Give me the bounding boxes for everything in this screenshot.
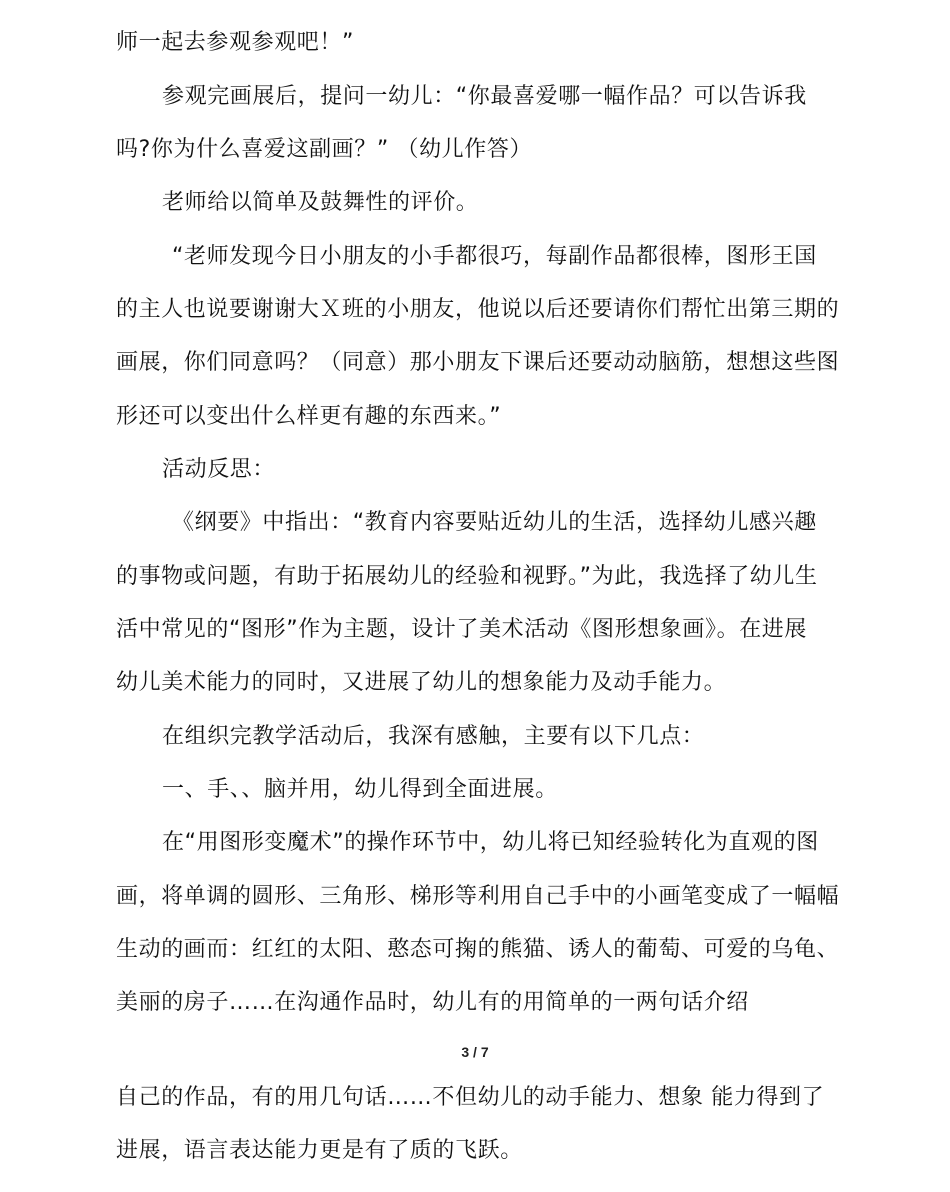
text-line: 的主人也说要谢谢大Ｘ班的小朋友，他说以后还要请你们帮忙出第三期的 — [116, 297, 840, 322]
text-line: 吗?你为什么喜爱这副画？” （幼儿作答） — [116, 137, 533, 162]
text-line: 《纲要》中指出：“教育内容要贴近幼儿的生活，选择幼儿感兴趣 — [172, 510, 817, 535]
text-line: 的事物或问题，有助于拓展幼儿的经验和视野。”为此，我选择了幼儿生 — [116, 564, 818, 589]
text-line: 幼儿美术能力的同时，又进展了幼儿的想象能力及动手能力。 — [116, 670, 727, 695]
text-line: 画，将单调的圆形、三角形、梯形等利用自己手中的小画笔变成了一幅幅 — [116, 884, 840, 909]
text-line: 生动的画而：红红的太阳、憨态可掬的熊猫、诱人的葡萄、可爱的乌龟、 — [116, 937, 840, 962]
text-line: “老师发现今日小朋友的小手都很巧，每副作品都很棒，图形王国 — [172, 244, 817, 269]
section-heading: 活动反思： — [162, 457, 276, 482]
text-line: 画展，你们同意吗？（同意）那小朋友下课后还要动动脑筋，想想这些图 — [116, 350, 840, 375]
text-line: 美丽的房子……在沟通作品时，幼儿有的用简单的一两句话介绍 — [116, 990, 749, 1015]
text-line: 师一起去参观参观吧！” — [116, 30, 354, 55]
page-number: 3 / 7 — [461, 1044, 489, 1060]
text-line: 参观完画展后，提问一幼儿：“你最喜爱哪一幅作品？可以告诉我 — [162, 84, 807, 109]
text-line: 在“用图形变魔术”的操作环节中，幼儿将已知经验转化为直观的图 — [162, 830, 819, 855]
text-line: 自己的作品，有的用几句话……不但幼儿的动手能力、想象 能力得到了 — [116, 1085, 825, 1110]
text-line: 进展，语言表达能力更是有了质的飞跃。 — [116, 1138, 523, 1163]
text-line: 老师给以简单及鼓舞性的评价。 — [162, 190, 479, 215]
text-line: 活中常见的“图形”作为主题，设计了美术活动《图形想象画》。在进展 — [116, 617, 807, 642]
text-line: 形还可以变出什么样更有趣的东西来。” — [116, 404, 502, 429]
text-line: 一、手、、脑并用，幼儿得到全面进展。 — [162, 777, 558, 802]
text-line: 在组织完教学活动后，我深有感触，主要有以下几点： — [162, 724, 705, 749]
